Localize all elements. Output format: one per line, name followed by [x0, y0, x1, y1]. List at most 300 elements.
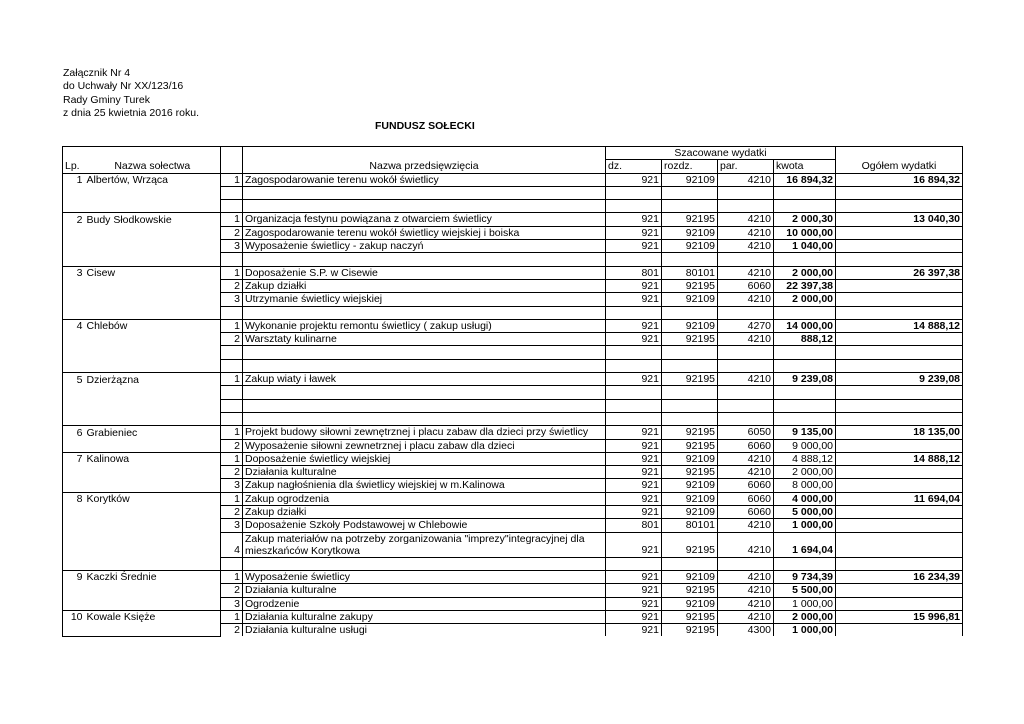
row-solectwo: Albertów, Wrząca	[85, 173, 221, 186]
row-lp	[63, 412, 85, 425]
row-rozdz: 92109	[662, 293, 718, 306]
row-lp	[63, 532, 85, 557]
document-title: FUNDUSZ SOŁECKI	[375, 120, 475, 132]
row-ogolem	[836, 466, 963, 479]
row-kwota: 4 000,00	[774, 492, 836, 505]
row-solectwo	[85, 359, 221, 372]
row-lp	[63, 439, 85, 452]
row-przedsiewziecie	[243, 200, 606, 213]
row-dz: 921	[606, 319, 662, 332]
row-rozdz: 92109	[662, 319, 718, 332]
col-przedsiewziecie: Nazwa przedsięwzięcia	[243, 160, 606, 173]
row-lp: 3	[63, 266, 85, 279]
row-rozdz	[662, 557, 718, 570]
row-item-number: 1	[221, 570, 243, 583]
row-kwota: 9 734,39	[774, 570, 836, 583]
row-lp	[63, 306, 85, 319]
row-dz: 801	[606, 519, 662, 532]
row-solectwo	[85, 399, 221, 412]
row-par: 6060	[718, 439, 774, 452]
row-item-number: 2	[221, 226, 243, 239]
row-ogolem	[836, 439, 963, 452]
row-dz: 921	[606, 452, 662, 465]
row-item-number: 3	[221, 519, 243, 532]
row-ogolem	[836, 624, 963, 637]
row-dz: 921	[606, 479, 662, 492]
row-ogolem: 15 996,81	[836, 610, 963, 623]
row-rozdz: 92195	[662, 333, 718, 346]
row-item-number: 3	[221, 293, 243, 306]
row-dz: 921	[606, 466, 662, 479]
row-par: 4210	[718, 293, 774, 306]
table-row	[63, 186, 963, 199]
table-row	[63, 173, 963, 186]
row-ogolem: 14 888,12	[836, 452, 963, 465]
row-dz	[606, 399, 662, 412]
row-solectwo	[85, 293, 221, 306]
table-row	[63, 386, 963, 399]
row-par: 4210	[718, 373, 774, 386]
row-przedsiewziecie: Zakup ogrodzenia	[243, 492, 606, 505]
table-row	[63, 266, 963, 279]
row-dz: 921	[606, 226, 662, 239]
row-solectwo	[85, 584, 221, 597]
row-solectwo	[85, 532, 221, 557]
row-par	[718, 200, 774, 213]
row-item-number: 1	[221, 266, 243, 279]
row-solectwo	[85, 226, 221, 239]
row-dz	[606, 346, 662, 359]
table-row	[63, 624, 963, 637]
table-row	[63, 213, 963, 226]
row-kwota	[774, 399, 836, 412]
row-kwota: 22 397,38	[774, 279, 836, 292]
row-par: 4270	[718, 319, 774, 332]
row-lp: 4	[63, 319, 85, 332]
row-przedsiewziecie	[243, 386, 606, 399]
row-dz	[606, 412, 662, 425]
row-par	[718, 306, 774, 319]
row-par	[718, 186, 774, 199]
row-rozdz: 92109	[662, 240, 718, 253]
row-przedsiewziecie: Utrzymanie świetlicy wiejskiej	[243, 293, 606, 306]
row-rozdz: 92109	[662, 173, 718, 186]
row-przedsiewziecie	[243, 412, 606, 425]
row-dz	[606, 386, 662, 399]
row-lp: 1	[63, 173, 85, 186]
table-row	[63, 293, 963, 306]
row-dz	[606, 359, 662, 372]
row-przedsiewziecie: Zagospodarowanie terenu wokół świetlicy	[243, 173, 606, 186]
row-par: 6060	[718, 479, 774, 492]
row-lp	[63, 506, 85, 519]
row-par	[718, 399, 774, 412]
row-lp	[63, 624, 85, 637]
row-solectwo: Dzierżązna	[85, 373, 221, 386]
row-ogolem	[836, 557, 963, 570]
row-ogolem: 18 135,00	[836, 426, 963, 439]
row-solectwo: Chlebów	[85, 319, 221, 332]
row-rozdz: 92109	[662, 597, 718, 610]
row-item-number: 4	[221, 532, 243, 557]
row-przedsiewziecie: Wyposażenie świetlicy - zakup naczyń	[243, 240, 606, 253]
table-row	[63, 253, 963, 266]
row-lp: 2	[63, 213, 85, 226]
row-rozdz: 92195	[662, 426, 718, 439]
row-dz: 921	[606, 173, 662, 186]
row-kwota: 8 000,00	[774, 479, 836, 492]
row-ogolem	[836, 519, 963, 532]
row-solectwo: Kalinowa	[85, 452, 221, 465]
row-item-number: 2	[221, 506, 243, 519]
row-par: 4210	[718, 240, 774, 253]
row-solectwo	[85, 333, 221, 346]
row-dz: 921	[606, 213, 662, 226]
row-rozdz: 92109	[662, 479, 718, 492]
row-item-number: 2	[221, 333, 243, 346]
row-przedsiewziecie	[243, 346, 606, 359]
row-przedsiewziecie: Warsztaty kulinarne	[243, 333, 606, 346]
row-lp	[63, 186, 85, 199]
row-rozdz: 92195	[662, 439, 718, 452]
row-item-number: 2	[221, 624, 243, 637]
table-row	[63, 346, 963, 359]
row-item-number	[221, 253, 243, 266]
row-rozdz	[662, 200, 718, 213]
row-przedsiewziecie: Ogrodzenie	[243, 597, 606, 610]
row-dz: 921	[606, 624, 662, 637]
row-przedsiewziecie: Zakup działki	[243, 506, 606, 519]
row-przedsiewziecie: Wyposażenie świetlicy	[243, 570, 606, 583]
row-rozdz	[662, 253, 718, 266]
row-solectwo	[85, 624, 221, 637]
row-przedsiewziecie: Doposażenie S.P. w Cisewie	[243, 266, 606, 279]
row-kwota: 9 239,08	[774, 373, 836, 386]
row-ogolem: 13 040,30	[836, 213, 963, 226]
row-ogolem	[836, 293, 963, 306]
header-line-2: do Uchwały Nr XX/123/16	[63, 80, 184, 93]
row-kwota	[774, 253, 836, 266]
table-row	[63, 519, 963, 532]
row-rozdz: 80101	[662, 266, 718, 279]
row-kwota	[774, 186, 836, 199]
row-ogolem	[836, 240, 963, 253]
row-rozdz: 92195	[662, 373, 718, 386]
row-solectwo	[85, 412, 221, 425]
row-kwota	[774, 346, 836, 359]
table-row	[63, 200, 963, 213]
table-row	[63, 466, 963, 479]
row-lp	[63, 519, 85, 532]
row-solectwo	[85, 306, 221, 319]
row-ogolem	[836, 306, 963, 319]
row-przedsiewziecie: Działania kulturalne zakupy	[243, 610, 606, 623]
row-rozdz: 92109	[662, 492, 718, 505]
row-rozdz: 92109	[662, 226, 718, 239]
row-ogolem	[836, 399, 963, 412]
row-lp	[63, 557, 85, 570]
row-solectwo	[85, 557, 221, 570]
row-kwota	[774, 200, 836, 213]
row-dz	[606, 557, 662, 570]
row-kwota: 5 000,00	[774, 506, 836, 519]
row-solectwo	[85, 279, 221, 292]
row-lp	[63, 226, 85, 239]
row-ogolem	[836, 186, 963, 199]
row-solectwo	[85, 519, 221, 532]
table-row	[63, 359, 963, 372]
row-par: 6060	[718, 279, 774, 292]
row-rozdz: 92109	[662, 452, 718, 465]
row-lp	[63, 466, 85, 479]
row-rozdz	[662, 386, 718, 399]
row-kwota: 5 500,00	[774, 584, 836, 597]
row-lp	[63, 240, 85, 253]
table-row	[63, 506, 963, 519]
row-kwota: 1 040,00	[774, 240, 836, 253]
row-przedsiewziecie	[243, 399, 606, 412]
row-item-number: 2	[221, 584, 243, 597]
row-rozdz: 92195	[662, 466, 718, 479]
attachment-header	[63, 67, 199, 121]
row-lp	[63, 479, 85, 492]
row-par: 4210	[718, 519, 774, 532]
table-row	[63, 557, 963, 570]
row-par: 4210	[718, 584, 774, 597]
row-item-number: 3	[221, 479, 243, 492]
row-solectwo	[85, 466, 221, 479]
row-dz: 921	[606, 439, 662, 452]
row-ogolem	[836, 506, 963, 519]
row-par: 4210	[718, 333, 774, 346]
row-lp	[63, 346, 85, 359]
row-par	[718, 253, 774, 266]
row-rozdz	[662, 306, 718, 319]
row-lp	[63, 253, 85, 266]
row-lp	[63, 386, 85, 399]
row-lp	[63, 597, 85, 610]
row-rozdz: 92195	[662, 532, 718, 557]
row-przedsiewziecie: Doposażenie Szkoły Podstawowej w Chlebowie	[243, 519, 606, 532]
row-ogolem	[836, 226, 963, 239]
row-dz: 921	[606, 506, 662, 519]
row-solectwo: Budy Słodkowskie	[85, 213, 221, 226]
table-row	[63, 584, 963, 597]
row-item-number: 1	[221, 610, 243, 623]
row-ogolem	[836, 412, 963, 425]
row-item-number	[221, 386, 243, 399]
row-par: 4210	[718, 452, 774, 465]
col-par: par.	[718, 160, 774, 173]
row-kwota: 14 000,00	[774, 319, 836, 332]
row-ogolem	[836, 386, 963, 399]
row-ogolem	[836, 346, 963, 359]
row-kwota: 9 000,00	[774, 439, 836, 452]
table-row	[63, 373, 963, 386]
row-rozdz	[662, 346, 718, 359]
table-row	[63, 226, 963, 239]
row-lp: 5	[63, 373, 85, 386]
row-lp: 10	[63, 610, 85, 623]
row-przedsiewziecie	[243, 253, 606, 266]
table-row	[63, 492, 963, 505]
row-solectwo	[85, 200, 221, 213]
row-rozdz: 80101	[662, 519, 718, 532]
row-rozdz: 92195	[662, 624, 718, 637]
row-kwota	[774, 412, 836, 425]
row-solectwo	[85, 386, 221, 399]
row-dz	[606, 306, 662, 319]
row-par: 4210	[718, 226, 774, 239]
row-par: 4210	[718, 570, 774, 583]
row-przedsiewziecie: Projekt budowy siłowni zewnętrznej i placu zabaw dla dzieci przy świetlicy	[243, 426, 606, 439]
group-header: Szacowane wydatki	[606, 147, 836, 160]
row-ogolem	[836, 479, 963, 492]
row-lp	[63, 359, 85, 372]
table-row	[63, 452, 963, 465]
row-kwota: 1 000,00	[774, 519, 836, 532]
row-kwota	[774, 386, 836, 399]
row-item-number: 2	[221, 439, 243, 452]
row-kwota: 888,12	[774, 333, 836, 346]
row-item-number: 1	[221, 452, 243, 465]
row-dz: 921	[606, 279, 662, 292]
row-item-number	[221, 399, 243, 412]
table-row	[63, 319, 963, 332]
row-kwota: 10 000,00	[774, 226, 836, 239]
row-przedsiewziecie	[243, 306, 606, 319]
row-rozdz: 92109	[662, 506, 718, 519]
table-row	[63, 399, 963, 412]
row-ogolem: 11 694,04	[836, 492, 963, 505]
row-kwota: 1 000,00	[774, 597, 836, 610]
row-par	[718, 359, 774, 372]
row-kwota	[774, 557, 836, 570]
row-przedsiewziecie: Zakup działki	[243, 279, 606, 292]
row-lp	[63, 333, 85, 346]
col-lp: Lp.	[63, 160, 85, 173]
row-par	[718, 412, 774, 425]
row-lp	[63, 399, 85, 412]
row-par: 4210	[718, 213, 774, 226]
row-item-number	[221, 346, 243, 359]
row-par: 6060	[718, 506, 774, 519]
row-par	[718, 386, 774, 399]
row-dz: 921	[606, 532, 662, 557]
row-przedsiewziecie: Zagospodarowanie terenu wokół świetlicy wiejskiej i boiska	[243, 226, 606, 239]
header-line-4: z dnia 25 kwietnia 2016 roku.	[63, 107, 200, 120]
row-ogolem	[836, 597, 963, 610]
row-przedsiewziecie: Działania kulturalne	[243, 584, 606, 597]
row-par: 6050	[718, 426, 774, 439]
row-dz: 921	[606, 373, 662, 386]
row-kwota: 2 000,30	[774, 213, 836, 226]
row-dz: 921	[606, 426, 662, 439]
row-item-number: 3	[221, 597, 243, 610]
row-przedsiewziecie	[243, 359, 606, 372]
row-item-number: 3	[221, 240, 243, 253]
col-dz: dz.	[606, 160, 662, 173]
row-solectwo	[85, 506, 221, 519]
row-ogolem	[836, 359, 963, 372]
row-dz: 921	[606, 492, 662, 505]
row-item-number: 1	[221, 213, 243, 226]
row-solectwo	[85, 439, 221, 452]
row-item-number	[221, 186, 243, 199]
row-lp	[63, 200, 85, 213]
row-par: 4210	[718, 597, 774, 610]
row-item-number: 1	[221, 319, 243, 332]
row-par: 6060	[718, 492, 774, 505]
row-ogolem	[836, 584, 963, 597]
row-lp: 7	[63, 452, 85, 465]
row-kwota: 1 694,04	[774, 532, 836, 557]
row-kwota: 2 000,00	[774, 293, 836, 306]
row-lp: 9	[63, 570, 85, 583]
row-ogolem	[836, 333, 963, 346]
col-solectwo: Nazwa sołectwa	[85, 160, 221, 173]
table-row	[63, 439, 963, 452]
row-lp	[63, 293, 85, 306]
row-dz: 921	[606, 333, 662, 346]
row-przedsiewziecie: Działania kulturalne usługi	[243, 624, 606, 637]
row-item-number: 1	[221, 173, 243, 186]
row-dz	[606, 186, 662, 199]
table-row	[63, 426, 963, 439]
row-kwota: 2 000,00	[774, 610, 836, 623]
row-lp	[63, 584, 85, 597]
row-item-number: 2	[221, 466, 243, 479]
row-par: 4210	[718, 266, 774, 279]
row-przedsiewziecie: Zakup materiałów na potrzeby zorganizowania "imprezy"integracyjnej dla mieszkańców Korytkowa	[243, 532, 606, 557]
row-solectwo: Kowale Księże	[85, 610, 221, 623]
row-solectwo	[85, 346, 221, 359]
row-item-number	[221, 200, 243, 213]
row-par: 4210	[718, 466, 774, 479]
row-rozdz	[662, 186, 718, 199]
row-przedsiewziecie: Organizacja festynu powiązana z otwarciem świetlicy	[243, 213, 606, 226]
table-row	[63, 240, 963, 253]
table-row	[63, 570, 963, 583]
row-par	[718, 346, 774, 359]
row-rozdz: 92195	[662, 584, 718, 597]
row-rozdz	[662, 359, 718, 372]
row-par: 4210	[718, 610, 774, 623]
row-dz: 921	[606, 240, 662, 253]
row-kwota: 1 000,00	[774, 624, 836, 637]
row-solectwo: Cisew	[85, 266, 221, 279]
row-kwota: 2 000,00	[774, 266, 836, 279]
table-row	[63, 306, 963, 319]
table-row	[63, 597, 963, 610]
row-rozdz	[662, 399, 718, 412]
row-par	[718, 557, 774, 570]
row-przedsiewziecie	[243, 186, 606, 199]
row-ogolem: 26 397,38	[836, 266, 963, 279]
col-ogolem: Ogółem wydatki	[836, 160, 963, 173]
row-solectwo	[85, 253, 221, 266]
row-dz	[606, 253, 662, 266]
row-ogolem: 9 239,08	[836, 373, 963, 386]
row-dz: 921	[606, 610, 662, 623]
row-lp	[63, 279, 85, 292]
row-kwota	[774, 359, 836, 372]
row-ogolem	[836, 200, 963, 213]
row-ogolem	[836, 532, 963, 557]
row-przedsiewziecie: Wyposażenie siłowni zewnetrznej i placu zabaw dla dzieci	[243, 439, 606, 452]
col-kwota: kwota	[774, 160, 836, 173]
row-solectwo: Kaczki Średnie	[85, 570, 221, 583]
